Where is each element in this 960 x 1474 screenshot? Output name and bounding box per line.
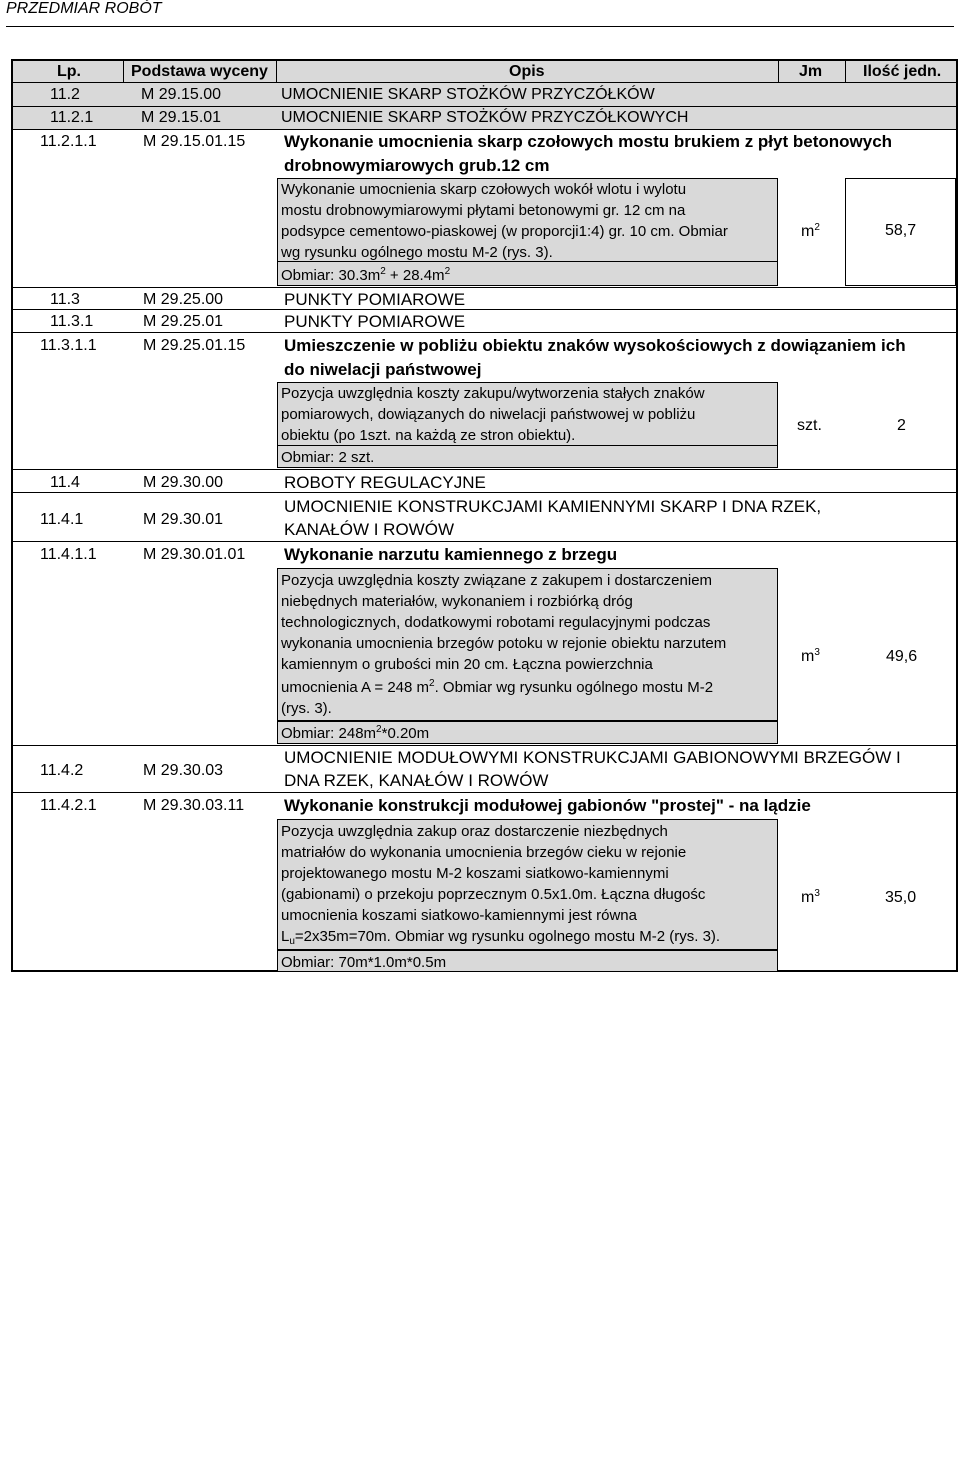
row-base: M 29.15.01.15 xyxy=(143,133,246,150)
row-base: M 29.25.00 xyxy=(143,291,224,308)
description-line: kamiennym o grubości min 20 cm. Łączna powierzchnia xyxy=(281,656,653,673)
obmiar-text: Obmiar: $30.3m^2 + 28.4m^2$ xyxy=(281,266,451,284)
description-line: obiektu (po 1szt. na każdą ze stron obiektu). xyxy=(281,427,576,444)
description-line: umocnienia koszami siatkowo-kamiennymi jest równa xyxy=(281,907,637,924)
row-desc: KANAŁÓW I ROWÓW xyxy=(284,520,454,539)
position-title: Umieszczenie w pobliżu obiektu znaków wysokościowych z dowiązaniem ich xyxy=(284,336,906,355)
description-line: projektowanego mostu M-2 koszami siatkowo-kamiennymi xyxy=(281,865,669,882)
row-desc: PUNKTY POMIAROWE xyxy=(284,312,466,331)
description-line: Wykonanie umocnienia skarp czołowych wokół wlotu i wylotu xyxy=(281,181,687,198)
row-lp: 11.2.1 xyxy=(50,109,94,126)
row-rule xyxy=(13,332,956,333)
unit-cell: $m^2$ xyxy=(801,222,820,240)
position-title: Wykonanie narzutu kamiennego z brzegu xyxy=(284,545,618,564)
cost-estimate-table xyxy=(11,59,958,972)
qty-cell: 49,6 xyxy=(886,648,918,665)
position-title: drobnowymiarowych grub.12 cm xyxy=(284,156,550,175)
row-rule xyxy=(13,469,956,470)
row-base: M 29.30.01 xyxy=(143,511,224,528)
row-base: M 29.15.01 xyxy=(141,109,222,126)
col-qty: Ilość jedn. xyxy=(863,63,942,80)
position-title: Wykonanie umocnienia skarp czołowych mostu brukiem z płyt betonowych xyxy=(284,132,893,151)
description-line: wg rysunku ogólnego mostu M-2 (rys. 3). xyxy=(281,244,553,261)
row-desc: UMOCNIENIE SKARP STOŻKÓW PRZYCZÓŁKOWYCH xyxy=(281,109,689,126)
header-rule xyxy=(6,26,954,27)
row-desc: UMOCNIENIE MODUŁOWYMI KONSTRUKCJAMI GABIONOWYMI BRZEGÓW I xyxy=(284,748,901,767)
description-line: pomiarowych, dowiązanych do niwelacji państwowej w pobliżu xyxy=(281,406,696,423)
row-base: M 29.30.03.11 xyxy=(143,797,245,814)
position-title: Wykonanie konstrukcji modułowej gabionów "prostej" - na lądzie xyxy=(284,796,811,815)
row-lp: 11.4 xyxy=(50,474,80,491)
description-line: umocnienia A = 248 $m^2$. Obmiar wg rysunku ogólnego mostu M-2 xyxy=(281,678,714,696)
row-base: M 29.30.01.01 xyxy=(143,546,246,563)
unit-cell: $m^3$ xyxy=(801,888,820,906)
qty-cell: 58,7 xyxy=(885,222,917,239)
row-lp: 11.4.1 xyxy=(40,511,84,528)
obmiar-text: Obmiar: 70m*1.0m*0.5m xyxy=(281,954,447,971)
col-desc: Opis xyxy=(509,63,545,80)
col-sep xyxy=(123,61,124,82)
row-rule xyxy=(13,745,956,746)
col-sep xyxy=(778,61,779,82)
row-lp: 11.4.2 xyxy=(40,762,84,779)
description-line: niebędnych materiałów, wykonaniem i rozbiórką dróg xyxy=(281,593,633,610)
row-rule xyxy=(13,492,956,493)
row-rule xyxy=(13,792,956,793)
description-line: Pozycja uwzględnia zakup oraz dostarczenie niezbędnych xyxy=(281,823,668,840)
row-base: M 29.15.00 xyxy=(141,86,222,103)
row-base: M 29.30.00 xyxy=(143,474,224,491)
obmiar-text: Obmiar: 2 szt. xyxy=(281,449,375,466)
unit-cell: $m^3$ xyxy=(801,647,820,665)
description-line: $L_u=2x35m=70m$. Obmiar wg rysunku ogolnego mostu M-2 (rys. 3). xyxy=(281,928,721,947)
row-lp: 11.3.1 xyxy=(50,313,94,330)
position-title: do niwelacji państwowej xyxy=(284,360,482,379)
unit-cell: szt. xyxy=(797,417,822,434)
row-lp: 11.3 xyxy=(50,291,80,308)
qty-cell: 2 xyxy=(897,417,906,434)
row-lp: 11.2.1.1 xyxy=(40,133,97,150)
row-base: M 29.25.01 xyxy=(143,313,224,330)
document-title: PRZEDMIAR ROBÓT xyxy=(6,0,162,17)
description-line: technologicznych, dodatkowymi robotami regulacyjnymi podczas xyxy=(281,614,711,631)
col-base: Podstawa wyceny xyxy=(131,63,268,80)
col-sep xyxy=(845,61,846,82)
obmiar-text: Obmiar: $248m^2*0.20m$ xyxy=(281,724,430,742)
row-desc: PUNKTY POMIAROWE xyxy=(284,290,466,309)
row-rule xyxy=(13,129,956,130)
row-base: M 29.30.03 xyxy=(143,762,224,779)
row-rule xyxy=(13,541,956,542)
row-lp: 11.3.1.1 xyxy=(40,337,97,354)
description-line: (rys. 3). xyxy=(281,700,332,717)
row-desc: ROBOTY REGULACYJNE xyxy=(284,473,486,492)
row-rule xyxy=(13,287,956,288)
qty-cell: 35,0 xyxy=(885,889,917,906)
row-desc: UMOCNIENIE SKARP STOŻKÓW PRZYCZÓŁKÓW xyxy=(281,86,655,103)
description-line: Pozycja uwzględnia koszty związane z zakupem i dostarczeniem xyxy=(281,572,713,589)
description-line: wykonania umocnienia brzegów potoku w rejonie obiektu narzutem xyxy=(281,635,727,652)
row-lp: 11.4.1.1 xyxy=(40,546,97,563)
col-unit: Jm xyxy=(799,63,823,80)
description-line: mostu drobnowymiarowymi płytami betonowymi gr. 12 cm na xyxy=(281,202,686,219)
description-line: (gabionami) o przekoju poprzecznym 0.5x1.0m. Łączna długośc xyxy=(281,886,706,903)
col-lp: Lp. xyxy=(57,63,81,80)
description-line: podsypce cementowo-piaskowej (w proporcji1:4) gr. 10 cm. Obmiar xyxy=(281,223,728,240)
row-rule xyxy=(13,309,956,310)
col-sep xyxy=(276,61,277,82)
row-lp: 11.2 xyxy=(50,86,80,103)
row-desc: DNA RZEK, KANAŁÓW I ROWÓW xyxy=(284,771,549,790)
row-base: M 29.25.01.15 xyxy=(143,337,246,354)
description-line: matriałów do wykonania umocnienia brzegów cieku w rejonie xyxy=(281,844,687,861)
description-line: Pozycja uwzględnia koszty zakupu/wytworzenia stałych znaków xyxy=(281,385,705,402)
row-lp: 11.4.2.1 xyxy=(40,797,97,814)
row-desc: UMOCNIENIE KONSTRUKCJAMI KAMIENNYMI SKARP I DNA RZEK, xyxy=(284,497,822,516)
